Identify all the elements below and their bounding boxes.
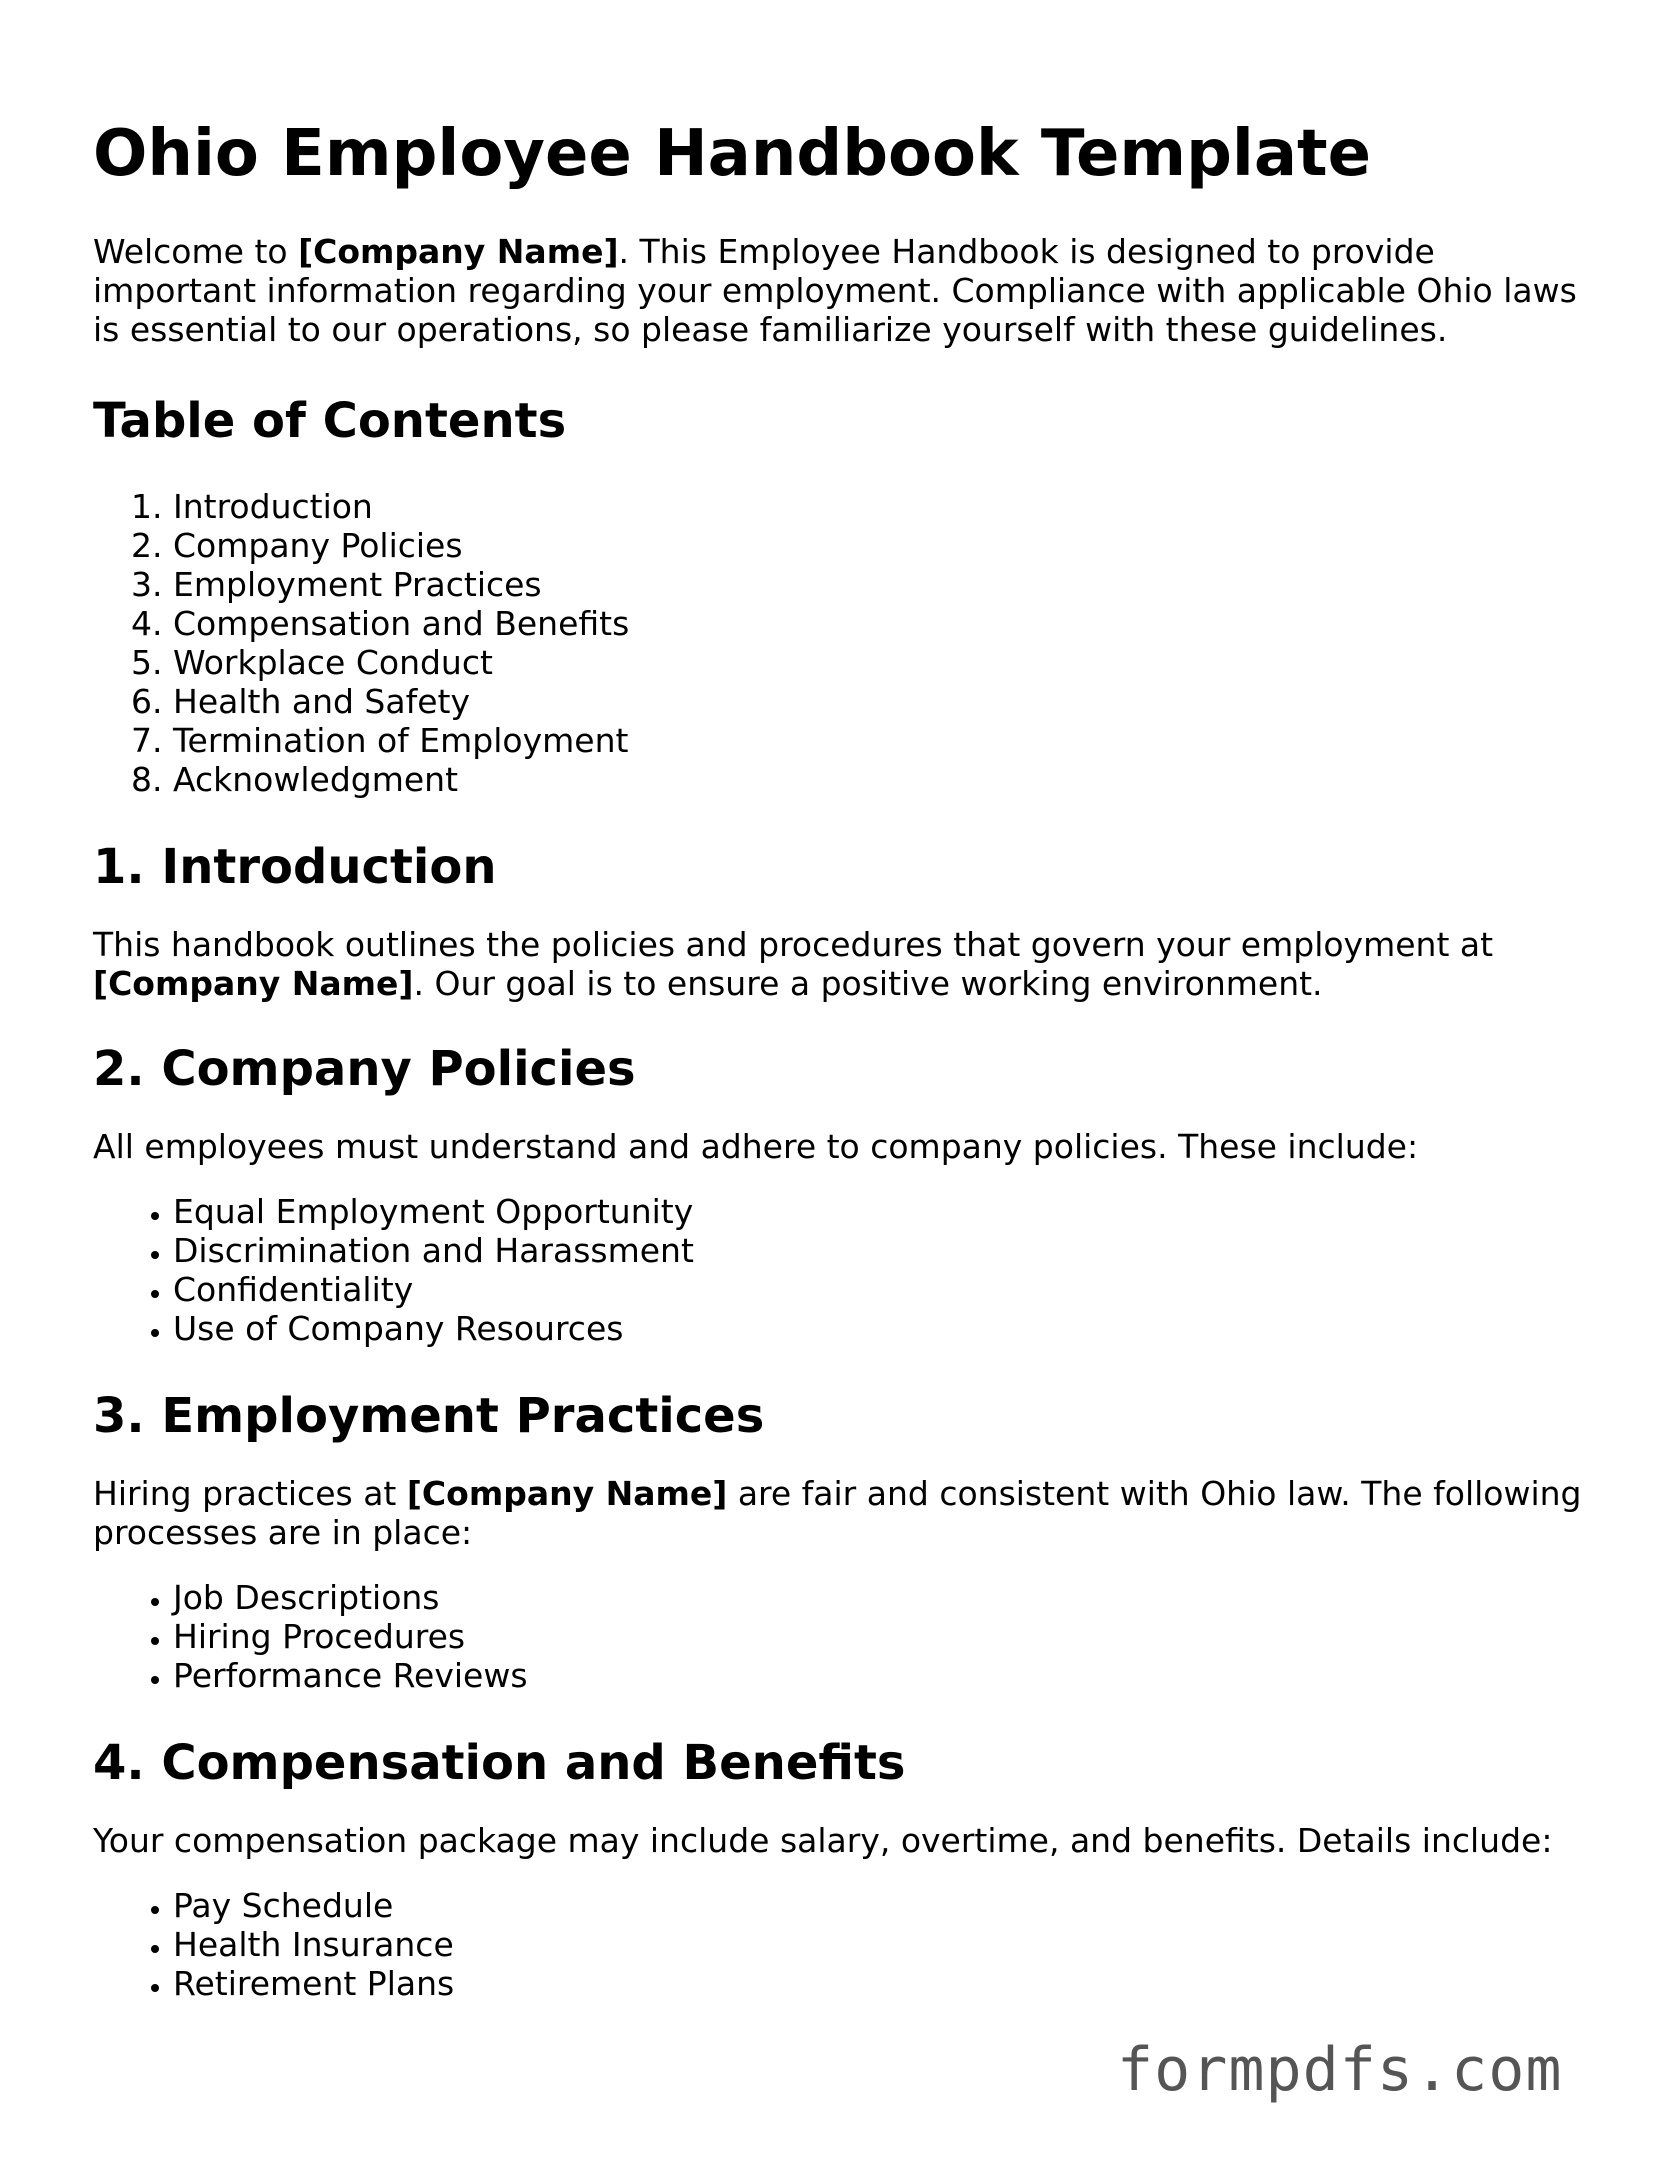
toc-item: 1. Introduction	[173, 487, 1593, 526]
company-name-placeholder: [Company Name]	[93, 964, 414, 1003]
company-policies-list	[93, 1192, 1593, 1348]
toc-item: 2. Company Policies	[173, 526, 1593, 565]
section-heading-compensation: 4. Compensation and Benefits	[93, 1735, 906, 1791]
section-heading-company-policies: 2. Company Policies	[93, 1041, 636, 1097]
list-item: • Health Insurance	[173, 1925, 1593, 1964]
toc-item: 7. Termination of Employment	[173, 721, 1593, 760]
toc-item: 8. Acknowledgment	[173, 760, 1593, 799]
list-item: • Confidentiality	[173, 1270, 1593, 1309]
list-item: • Pay Schedule	[173, 1886, 1593, 1925]
section-heading-introduction: 1. Introduction	[93, 839, 497, 895]
toc-item: 3. Employment Practices	[173, 565, 1593, 604]
list-item: • Job Descriptions	[173, 1578, 1593, 1617]
toc-item: 5. Workplace Conduct	[173, 643, 1593, 682]
list-item: • Discrimination and Harassment	[173, 1231, 1593, 1270]
employment-practices-list	[93, 1578, 1593, 1695]
toc-item: 4. Compensation and Benefits	[173, 604, 1593, 643]
watermark: formpdfs.com	[1117, 2035, 1563, 2105]
toc-list	[93, 487, 1593, 799]
employment-practices-paragraph: Hiring practices at [Company Name] are fair and consistent with Ohio law. The following processes are in place:	[93, 1474, 1582, 1552]
list-item: • Retirement Plans	[173, 1964, 1593, 2003]
section-heading-employment-practices: 3. Employment Practices	[93, 1388, 765, 1444]
toc-heading: Table of Contents	[93, 393, 567, 449]
document-page	[93, 110, 1593, 2041]
intro-paragraph: Welcome to [Company Name]. This Employee Handbook is designed to provide important information regarding your employment. Compliance with applicable Ohio laws is essential to our operations, so please familiarize yourself with these guidelines.	[93, 232, 1577, 349]
document-title: Ohio Employee Handbook Template	[93, 117, 1371, 191]
list-item: • Use of Company Resources	[173, 1309, 1593, 1348]
list-item: • Performance Reviews	[173, 1656, 1593, 1695]
compensation-list	[93, 1886, 1593, 2003]
toc-item: 6. Health and Safety	[173, 682, 1593, 721]
list-item: • Hiring Procedures	[173, 1617, 1593, 1656]
list-item: • Equal Employment Opportunity	[173, 1192, 1593, 1231]
company-name-placeholder: [Company Name]	[298, 232, 619, 271]
company-policies-paragraph: All employees must understand and adhere to company policies. These include:	[93, 1127, 1419, 1166]
company-name-placeholder: [Company Name]	[406, 1474, 728, 1513]
introduction-paragraph: This handbook outlines the policies and procedures that govern your employment at [Company Name]. Our goal is to ensure a positive working environment.	[93, 925, 1494, 1003]
compensation-paragraph: Your compensation package may include salary, overtime, and benefits. Details include:	[93, 1821, 1553, 1860]
